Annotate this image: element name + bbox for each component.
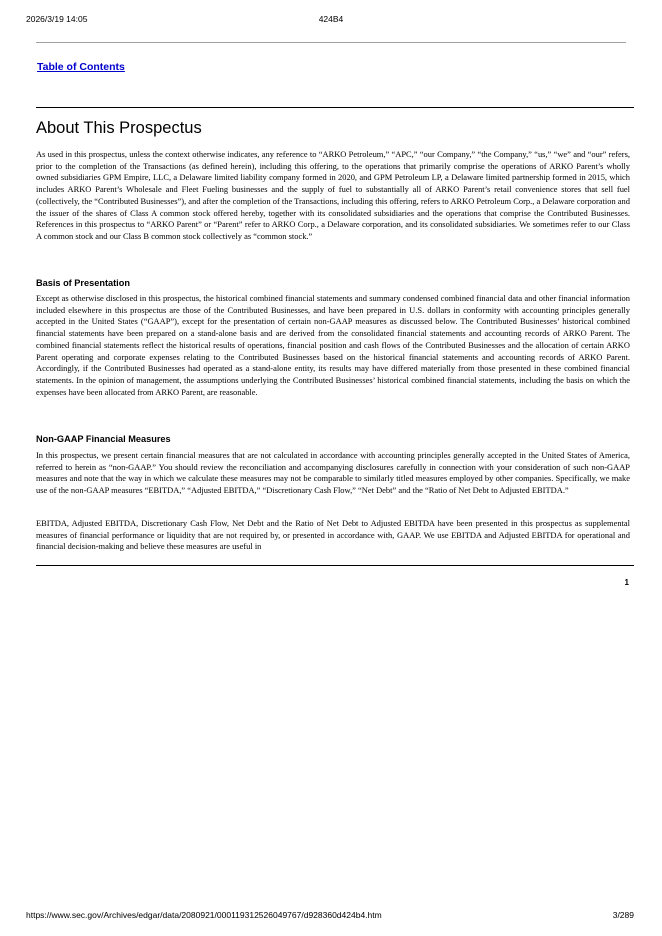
page-number: 1 [624, 578, 629, 587]
section-divider-bottom [36, 565, 634, 566]
print-header [26, 14, 636, 26]
table-of-contents-link[interactable]: Table of Contents [37, 61, 125, 73]
basis-of-presentation-paragraph: Except as otherwise disclosed in this prospectus, the historical combined financial statements and summary condensed combined financial data and other financial information included elsewhere in this prospectus are those of the Contributed Businesses, and have been prepared in U.S. dollars in conformity with accounting principles generally accepted in the United States (“GAAP”), except for the presentation of certain non-GAAP measures as discussed below. The Contributed Businesses’ historical combined financial statements have been prepared on a stand-alone basis and are derived from the consolidated financial statements and accounting records of ARKO Parent. The combined financial statements reflect the historical results of operations, financial position and cash flows of the Contributed Businesses and the allocation of certain ARKO Parent operating and corporate expenses relating to the Contributed Businesses based on the historical financial statements and accounting records of ARKO Parent. Accordingly, if the Contributed Businesses had operated as a stand-alone entity, its results may have differed materially from those presented in these combined financial statements. In the opinion of management, the assumptions underlying the Contributed Businesses’ historical combined financial statements, including the basis on which the expenses have been allocated from ARKO Parent, are reasonable. [36, 293, 630, 397]
non-gaap-heading: Non-GAAP Financial Measures [36, 434, 171, 444]
header-divider [36, 42, 626, 43]
page-title: About This Prospectus [36, 119, 202, 137]
print-footer [26, 910, 634, 922]
print-document-id: 424B4 [318, 14, 344, 24]
basis-of-presentation-heading: Basis of Presentation [36, 278, 130, 288]
intro-paragraph: As used in this prospectus, unless the context otherwise indicates, any reference to “ARKO Petroleum,” “APC,” “our Company,” “the Company,” “us,” “we” and “our” refers, prior to the completion of the Transactions (as defined herein), including this offering, to the operations that primarily comprise the operations of ARKO Parent’s wholly owned subsidiaries GPM Empire, LLC, a Delaware limited liability company formed in 2020, and GPM Petroleum LP, a Delaware limited partnership formed in 2015, which includes ARKO Parent’s Wholesale and Fleet Fueling businesses and the supply of fuel to substantially all of ARKO Parent’s retail convenience stores that sell fuel (collectively, the “Contributed Businesses”), and after the completion of the Transactions, including this offering, refers to ARKO Petroleum Corp., a Delaware corporation and the issuer of the shares of Class A common stock offered hereby, together with its consolidated subsidiaries and the operations that comprise the Contributed Businesses. References in this prospectus to “ARKO Parent” or “Parent” refer to ARKO Corp., a Delaware corporation, and its consolidated subsidiaries. We sometimes refer to our Class A common stock and our Class B common stock collectively as “common stock.” [36, 149, 630, 241]
print-date: 2026/3/19 14:05 [26, 14, 88, 24]
print-page-count: 3/289 [612, 910, 634, 920]
section-divider-top [36, 107, 634, 108]
non-gaap-paragraph-1: In this prospectus, we present certain financial measures that are not calculated in accordance with accounting principles generally accepted in the United States of America, referred to herein as “non-GAAP.” You should review the reconciliation and accompanying disclosures carefully in connection with your consideration of such non-GAAP measures and note that the way in which we calculate these measures may not be comparable to similarly titled measures employed by other companies. Specifically, we make use of the non-GAAP measures “EBITDA,” “Adjusted EBITDA,” “Discretionary Cash Flow,” “Net Debt” and the “Ratio of Net Debt to Adjusted EBITDA.” [36, 450, 630, 496]
print-url: https://www.sec.gov/Archives/edgar/data/2080921/000119312526049767/d928360d424b4.htm [26, 910, 382, 920]
non-gaap-paragraph-2: EBITDA, Adjusted EBITDA, Discretionary Cash Flow, Net Debt and the Ratio of Net Debt to Adjusted EBITDA have been presented in this prospectus as supplemental measures of financial performance or liquidity that are not required by, or presented in accordance with, GAAP. We use EBITDA and Adjusted EBITDA for operational and financial decision-making and believe these measures are useful in [36, 518, 630, 552]
